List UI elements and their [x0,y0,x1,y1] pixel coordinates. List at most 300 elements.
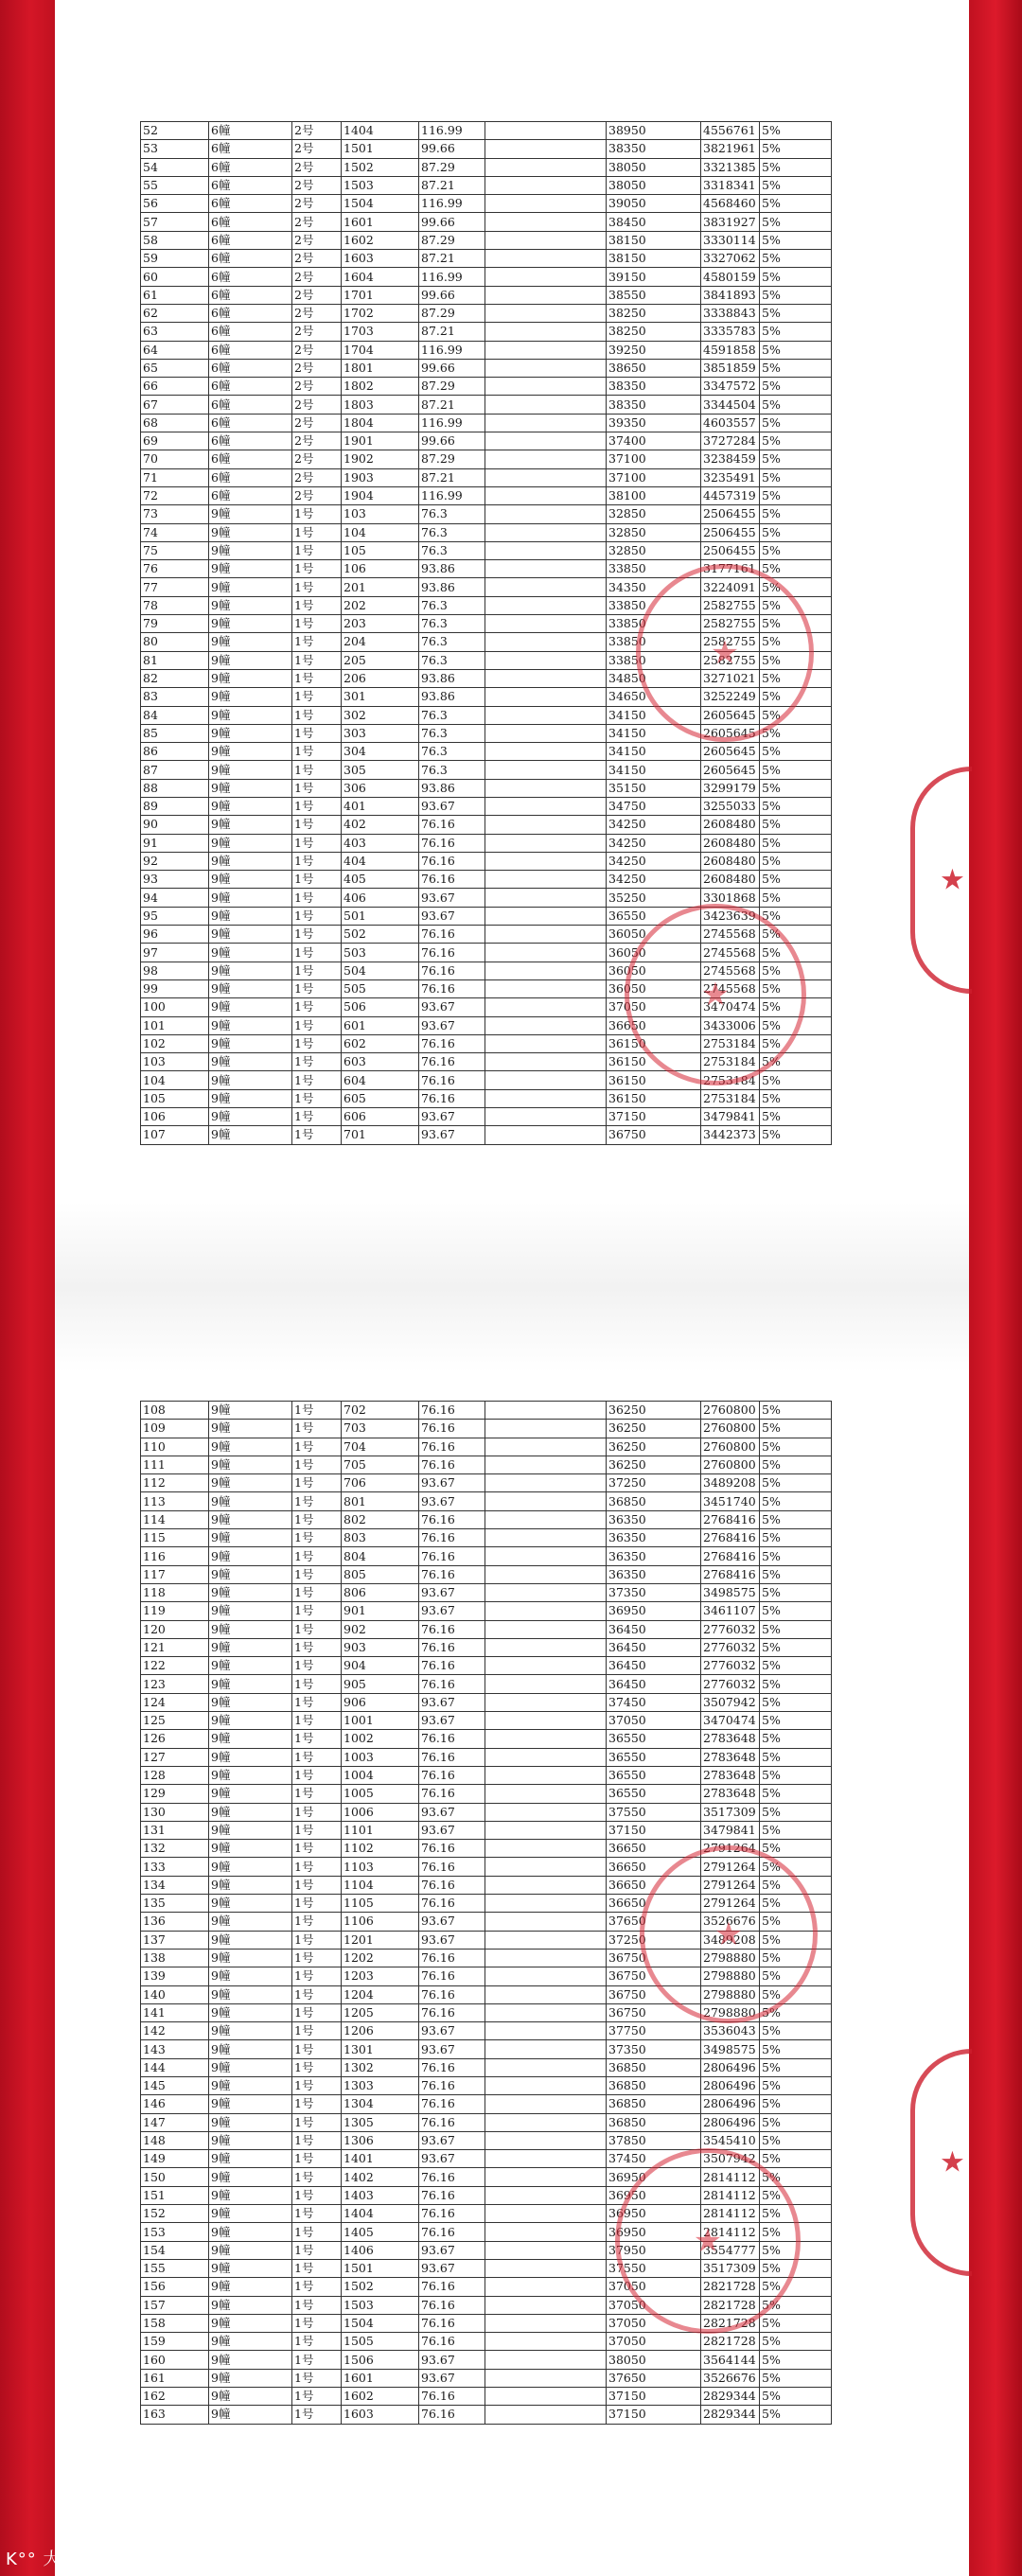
cell-row-number: 103 [141,1053,209,1071]
cell-total-price: 3344504 [701,396,760,414]
cell-building: 9幢 [209,1657,292,1675]
cell-total-price: 2605645 [701,743,760,761]
table-row [141,176,832,194]
cell-total-price: 2768416 [701,1565,760,1583]
cell-blank [485,669,607,687]
cell-room-number: 1502 [342,158,419,176]
cell-row-number: 133 [141,1858,209,1876]
cell-area: 93.67 [419,1913,485,1931]
cell-unit-price: 36150 [607,1034,701,1052]
cell-area: 93.86 [419,779,485,797]
cell-area: 76.16 [419,816,485,834]
cell-rate: 5% [760,1748,832,1766]
cell-unit-price: 38050 [607,176,701,194]
cell-row-number: 140 [141,1985,209,2003]
cell-row-number: 54 [141,158,209,176]
cell-total-price: 2745568 [701,944,760,962]
cell-building: 9幢 [209,1016,292,1034]
cell-rate: 5% [760,1620,832,1638]
cell-area: 93.67 [419,1016,485,1034]
cell-building: 9幢 [209,1071,292,1089]
cell-area: 93.67 [419,998,485,1016]
cell-room-number: 104 [342,523,419,541]
cell-area: 116.99 [419,195,485,213]
cell-total-price: 3831927 [701,213,760,231]
cell-row-number: 120 [141,1620,209,1638]
cell-unit-price: 37250 [607,1474,701,1492]
cell-unit-price: 37250 [607,1931,701,1949]
cell-unit: 1号 [292,2040,342,2058]
cell-rate: 5% [760,176,832,194]
cell-room-number: 204 [342,633,419,651]
cell-rate: 5% [760,268,832,286]
cell-blank [485,378,607,396]
cell-room-number: 1503 [342,2296,419,2314]
table-row [141,2278,832,2296]
cell-rate: 5% [760,2369,832,2387]
table-row [141,1876,832,1894]
cell-row-number: 111 [141,1456,209,1473]
cell-unit-price: 36250 [607,1456,701,1473]
cell-total-price: 2760800 [701,1420,760,1438]
cell-room-number: 606 [342,1108,419,1126]
cell-area: 76.16 [419,1053,485,1071]
cell-building: 9幢 [209,2113,292,2131]
cell-unit-price: 36450 [607,1675,701,1693]
cell-total-price: 3470474 [701,1712,760,1730]
cell-unit-price: 38050 [607,2351,701,2369]
cell-blank [485,1089,607,1107]
cell-blank [485,2040,607,2058]
cell-rate: 5% [760,724,832,742]
cell-blank [485,2406,607,2424]
cell-row-number: 104 [141,1071,209,1089]
cell-unit-price: 32850 [607,505,701,523]
cell-area: 99.66 [419,359,485,377]
cell-row-number: 100 [141,998,209,1016]
cell-blank [485,541,607,559]
cell-unit-price: 36950 [607,2205,701,2223]
cell-rate: 5% [760,1510,832,1528]
cell-area: 76.16 [419,2406,485,2424]
cell-blank [485,1675,607,1693]
cell-blank [485,286,607,304]
cell-blank [485,998,607,1016]
table-row [141,2388,832,2406]
cell-rate: 5% [760,1456,832,1473]
cell-building: 9幢 [209,962,292,979]
cell-rate: 5% [760,286,832,304]
table-row [141,596,832,614]
cell-room-number: 703 [342,1420,419,1438]
cell-blank [485,979,607,997]
cell-total-price: 3498575 [701,1583,760,1601]
cell-row-number: 81 [141,651,209,669]
cell-unit: 1号 [292,669,342,687]
cell-blank [485,743,607,761]
table-row [141,1858,832,1876]
table-row [141,944,832,962]
cell-unit: 1号 [292,1108,342,1126]
table-row [141,2406,832,2424]
cell-unit-price: 36650 [607,1016,701,1034]
cell-row-number: 74 [141,523,209,541]
cell-unit: 1号 [292,1529,342,1547]
cell-room-number: 1504 [342,195,419,213]
cell-area: 76.3 [419,596,485,614]
cell-unit-price: 38150 [607,231,701,249]
cell-room-number: 1602 [342,2388,419,2406]
table-row [141,341,832,359]
cell-total-price: 2783648 [701,1766,760,1784]
cell-room-number: 1501 [342,2259,419,2277]
cell-total-price: 2798880 [701,2003,760,2021]
cell-room-number: 1105 [342,1895,419,1913]
cell-area: 93.67 [419,1693,485,1711]
table-row [141,907,832,925]
table-row [141,998,832,1016]
cell-rate: 5% [760,1108,832,1126]
cell-area: 76.16 [419,1785,485,1803]
cell-blank [485,2259,607,2277]
cell-building: 9幢 [209,1456,292,1473]
cell-rate: 5% [760,1547,832,1565]
cell-building: 6幢 [209,140,292,158]
cell-row-number: 63 [141,323,209,341]
cell-blank [485,2296,607,2314]
cell-unit: 1号 [292,1126,342,1144]
cell-total-price: 2768416 [701,1510,760,1528]
cell-row-number: 64 [141,341,209,359]
cell-unit: 1号 [292,2314,342,2332]
table-row [141,779,832,797]
cell-unit-price: 39250 [607,341,701,359]
cell-unit-price: 37450 [607,1693,701,1711]
table-row [141,1985,832,2003]
cell-blank [485,1402,607,1420]
cell-rate: 5% [760,1967,832,1985]
cell-unit-price: 33850 [607,560,701,578]
cell-rate: 5% [760,1766,832,1784]
table-row [141,852,832,870]
cell-unit: 2号 [292,176,342,194]
cell-building: 9幢 [209,1712,292,1730]
cell-unit-price: 36450 [607,1638,701,1656]
table-row [141,304,832,322]
cell-blank [485,2333,607,2351]
cell-unit-price: 37350 [607,1583,701,1601]
cell-blank [485,1858,607,1876]
cell-total-price: 3335783 [701,323,760,341]
cell-room-number: 105 [342,541,419,559]
cell-area: 87.29 [419,378,485,396]
cell-room-number: 1404 [342,122,419,140]
cell-row-number: 113 [141,1492,209,1510]
cell-unit-price: 36950 [607,2186,701,2204]
table-row [141,359,832,377]
cell-unit-price: 34250 [607,871,701,889]
cell-area: 93.67 [419,2351,485,2369]
cell-blank [485,304,607,322]
cell-room-number: 406 [342,889,419,907]
cell-unit-price: 37150 [607,1108,701,1126]
cell-building: 9幢 [209,907,292,925]
table-row [141,213,832,231]
cell-room-number: 304 [342,743,419,761]
table-row [141,1089,832,1107]
cell-rate: 5% [760,323,832,341]
cell-unit-price: 33850 [607,651,701,669]
cell-rate: 5% [760,1474,832,1492]
cell-unit-price: 36250 [607,1438,701,1456]
cell-room-number: 1701 [342,286,419,304]
red-border-right [969,0,1022,2576]
table-row [141,1638,832,1656]
cell-unit-price: 36450 [607,1620,701,1638]
table-row [141,1967,832,1985]
cell-area: 87.21 [419,468,485,486]
cell-blank [485,615,607,633]
cell-blank [485,1071,607,1089]
cell-building: 9幢 [209,1675,292,1693]
cell-room-number: 1301 [342,2040,419,2058]
cell-area: 76.16 [419,1071,485,1089]
cell-unit: 1号 [292,2076,342,2094]
cell-room-number: 501 [342,907,419,925]
table-row [141,2040,832,2058]
cell-total-price: 2814112 [701,2186,760,2204]
table-row [141,231,832,249]
cell-unit: 1号 [292,1730,342,1748]
cell-total-price: 3498575 [701,2040,760,2058]
table-row [141,1803,832,1821]
cell-rate: 5% [760,979,832,997]
cell-rate: 5% [760,706,832,724]
table-row [141,1895,832,1913]
cell-blank [485,341,607,359]
cell-row-number: 157 [141,2296,209,2314]
table-row [141,158,832,176]
cell-room-number: 1204 [342,1985,419,2003]
cell-blank [485,414,607,432]
cell-row-number: 141 [141,2003,209,2021]
cell-unit: 2号 [292,268,342,286]
cell-blank [485,651,607,669]
cell-area: 76.16 [419,2278,485,2296]
cell-unit: 1号 [292,2058,342,2076]
cell-room-number: 205 [342,651,419,669]
cell-total-price: 4580159 [701,268,760,286]
table-row [141,1126,832,1144]
cell-rate: 5% [760,743,832,761]
cell-unit-price: 36150 [607,1071,701,1089]
table-row [141,669,832,687]
cell-room-number: 1401 [342,2150,419,2168]
cell-total-price: 2506455 [701,505,760,523]
cell-rate: 5% [760,195,832,213]
cell-building: 9幢 [209,1108,292,1126]
cell-blank [485,962,607,979]
cell-unit: 1号 [292,2131,342,2149]
cell-row-number: 163 [141,2406,209,2424]
cell-unit-price: 38100 [607,486,701,504]
cell-total-price: 4457319 [701,486,760,504]
cell-building: 9幢 [209,889,292,907]
cell-rate: 5% [760,926,832,944]
cell-blank [485,1913,607,1931]
table-row [141,1016,832,1034]
cell-building: 9幢 [209,2314,292,2332]
cell-room-number: 303 [342,724,419,742]
cell-blank [485,250,607,268]
table-row [141,2314,832,2332]
cell-row-number: 55 [141,176,209,194]
cell-rate: 5% [760,2241,832,2259]
cell-building: 9幢 [209,1985,292,2003]
cell-room-number: 103 [342,505,419,523]
cell-building: 9幢 [209,1858,292,1876]
table-row [141,1785,832,1803]
cell-row-number: 84 [141,706,209,724]
cell-blank [485,2223,607,2241]
cell-building: 9幢 [209,1126,292,1144]
cell-row-number: 75 [141,541,209,559]
cell-unit-price: 36550 [607,1785,701,1803]
cell-building: 9幢 [209,1913,292,1931]
cell-row-number: 61 [141,286,209,304]
cell-rate: 5% [760,2333,832,2351]
cell-total-price: 3507942 [701,2150,760,2168]
cell-blank [485,2150,607,2168]
cell-rate: 5% [760,669,832,687]
cell-rate: 5% [760,1565,832,1583]
cell-building: 9幢 [209,1967,292,1985]
cell-area: 76.3 [419,706,485,724]
cell-building: 9幢 [209,2259,292,2277]
cell-unit-price: 36950 [607,1602,701,1620]
cell-rate: 5% [760,1016,832,1034]
cell-row-number: 76 [141,560,209,578]
cell-room-number: 803 [342,1529,419,1547]
cell-unit: 2号 [292,286,342,304]
cell-unit-price: 36750 [607,2003,701,2021]
cell-unit-price: 32850 [607,523,701,541]
cell-building: 6幢 [209,432,292,450]
cell-blank [485,396,607,414]
cell-building: 9幢 [209,1565,292,1583]
cell-unit-price: 34250 [607,834,701,852]
cell-row-number: 145 [141,2076,209,2094]
table-row [141,1913,832,1931]
table-row [141,122,832,140]
cell-blank [485,1529,607,1547]
cell-unit-price: 36850 [607,2076,701,2094]
cell-total-price: 2806496 [701,2058,760,2076]
table-row [141,1748,832,1766]
table-row [141,1456,832,1473]
cell-rate: 5% [760,1931,832,1949]
cell-room-number: 1803 [342,396,419,414]
cell-area: 93.67 [419,2022,485,2040]
cell-unit: 1号 [292,1638,342,1656]
cell-unit-price: 34750 [607,797,701,815]
cell-row-number: 130 [141,1803,209,1821]
cell-total-price: 2814112 [701,2168,760,2186]
cell-total-price: 2806496 [701,2113,760,2131]
cell-room-number: 1804 [342,414,419,432]
cell-room-number: 903 [342,1638,419,1656]
cell-area: 99.66 [419,286,485,304]
cell-total-price: 2760800 [701,1402,760,1420]
table-row [141,1492,832,1510]
cell-rate: 5% [760,541,832,559]
cell-area: 87.21 [419,323,485,341]
cell-room-number: 1604 [342,268,419,286]
cell-total-price: 3841893 [701,286,760,304]
cell-blank [485,761,607,779]
cell-unit-price: 36150 [607,1089,701,1107]
cell-blank [485,2168,607,2186]
cell-room-number: 1302 [342,2058,419,2076]
table-row [141,323,832,341]
cell-unit: 1号 [292,1565,342,1583]
cell-total-price: 3851859 [701,359,760,377]
cell-building: 9幢 [209,706,292,724]
cell-room-number: 203 [342,615,419,633]
cell-total-price: 2608480 [701,852,760,870]
cell-unit: 1号 [292,1712,342,1730]
cell-building: 9幢 [209,779,292,797]
cell-blank [485,1712,607,1730]
cell-unit: 2号 [292,359,342,377]
cell-rate: 5% [760,231,832,249]
cell-blank [485,195,607,213]
cell-unit: 1号 [292,615,342,633]
cell-rate: 5% [760,486,832,504]
cell-blank [485,2058,607,2076]
cell-blank [485,816,607,834]
cell-unit-price: 36350 [607,1565,701,1583]
cell-total-price: 3433006 [701,1016,760,1034]
cell-unit: 1号 [292,871,342,889]
cell-total-price: 3451740 [701,1492,760,1510]
cell-room-number: 1505 [342,2333,419,2351]
table-row [141,761,832,779]
cell-building: 9幢 [209,1693,292,1711]
cell-building: 6幢 [209,378,292,396]
cell-total-price: 2776032 [701,1638,760,1656]
cell-rate: 5% [760,2076,832,2094]
cell-rate: 5% [760,1602,832,1620]
cell-blank [485,1967,607,1985]
cell-blank [485,1420,607,1438]
cell-room-number: 1405 [342,2223,419,2241]
cell-rate: 5% [760,2040,832,2058]
cell-area: 93.86 [419,688,485,706]
cell-rate: 5% [760,615,832,633]
cell-area: 76.3 [419,633,485,651]
cell-total-price: 3347572 [701,378,760,396]
cell-row-number: 94 [141,889,209,907]
table-row [141,1821,832,1839]
cell-unit: 2号 [292,250,342,268]
cell-area: 93.67 [419,2259,485,2277]
cell-blank [485,450,607,468]
cell-building: 9幢 [209,1730,292,1748]
cell-blank [485,1620,607,1638]
cell-blank [485,140,607,158]
table-row [141,1675,832,1693]
